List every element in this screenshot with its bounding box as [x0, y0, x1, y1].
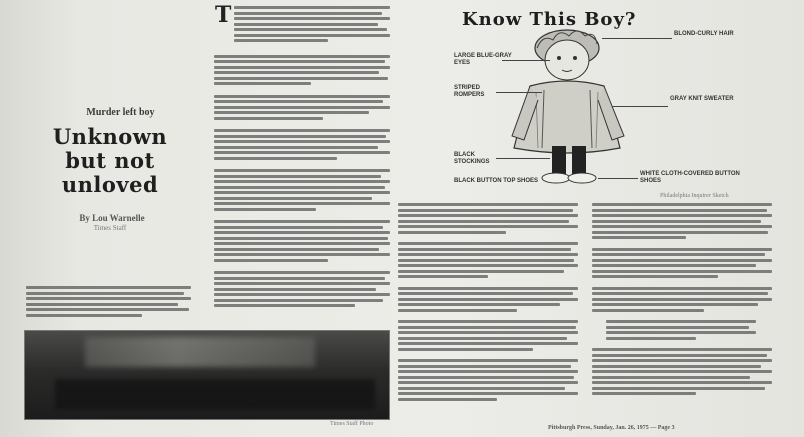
label-hair: BLOND-CURLY HAIR	[674, 31, 734, 37]
article-kicker: Murder left boy	[86, 107, 155, 118]
headline-line-2: but not	[65, 148, 155, 173]
article-headline	[30, 125, 190, 197]
headline-line-3: unloved	[61, 172, 159, 197]
label-rompers: STRIPED ROMPERS	[454, 85, 485, 98]
body-column-3	[592, 203, 772, 398]
illustration-title: Know This Boy?	[462, 9, 637, 30]
drop-cap: T	[215, 2, 232, 28]
label-sweater: GRAY KNIT SWEATER	[670, 96, 734, 102]
label-shoes-white: WHITE CLOTH-COVERED BUTTON SHOES	[640, 171, 740, 184]
article-photo	[24, 330, 390, 420]
label-eyes: LARGE BLUE-GRAY EYES	[454, 53, 512, 66]
label-shoes-black: BLACK BUTTON TOP SHOES	[454, 178, 539, 184]
illustration-caption: Philadelphia Inquirer Sketch	[660, 193, 729, 199]
headline-line-1: Unknown	[52, 124, 168, 149]
body-column-1	[214, 2, 390, 310]
label-stockings: BLACK STOCKINGS	[454, 152, 490, 165]
boy-illustration	[452, 28, 782, 193]
photo-credit: Times Staff Photo	[330, 421, 374, 427]
byline-role: Times Staff	[93, 224, 127, 232]
lede-text-block	[26, 286, 191, 326]
body-column-2	[398, 203, 578, 403]
page-footer: Pittsburgh Press, Sunday, Jan. 26, 1975 — Page 3	[548, 425, 675, 431]
byline: By Lou Warnelle	[79, 213, 145, 223]
